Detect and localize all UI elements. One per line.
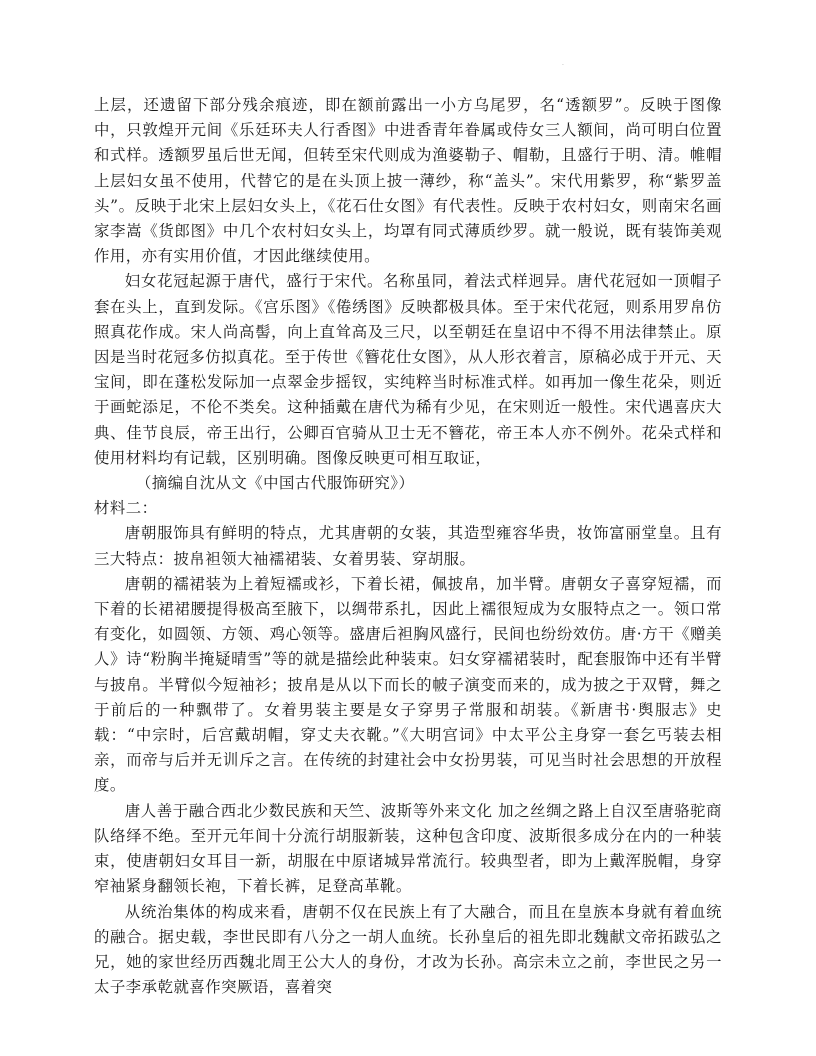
paragraph-veil: 上层，还遗留下部分残余痕迹，即在额前露出一小方乌尾罗，名“透额罗”。反映于图像中，只敦煌开元间《乐廷环夫人行香图》中进香青年眷属或侍女三人额间，尚可明白位置和式样。透额罗虽后世无闻，但转至宋代则成为渔婆勒子、帽勒，且盛行于明、清。帷帽上层妇女虽不使用，代替它的是在头顶上披一薄纱，称“盖头”。宋代用紫罗，称“紫罗盖头”。反映于北宋上层妇女头上，《花石仕女图》有代表性。反映于农村妇女，则南宋名画家李嵩《货郎图》中几个农村妇女头上，均罩有同式薄质纱罗。就一般说，既有装饰美观作用，亦有实用价值，才因此继续使用。 — [94, 96, 722, 266]
source-citation: （摘编自沈从文《中国古代服饰研究》） — [136, 474, 415, 493]
paragraph-ruqun: 唐朝的襦裙装为上着短襦或衫，下着长裙，佩披帛，加半臂。唐朝女子喜穿短襦，而下着的长裙裙腰提得极高至腋下，以绸带系扎，因此上襦很短成为女服特点之一。领口常有变化，如圆领、方领、鸡心领等。盛唐后袒胸风盛行，民间也纷纷效仿。唐·方干《赠美人》诗“粉胸半掩疑晴雪”等的就是描绘此种装束。妇女穿襦裙装时，配套服饰中还有半臂与披帛。半臂似今短袖衫；披帛是从以下而长的帔子演变而来的，成为披之于双臂，舞之于前后的一种飘带了。女着男装主要是女子穿男子常服和胡装。《新唐书·舆服志》史载：“中宗时，后宫戴胡帽，穿丈夫衣靴。”《大明宫词》中太平公主身穿一套乞丐装去相亲，而帝与后并无训斥之言。在传统的封建社会中女扮男装，可见当时社会思想的开放程度。 — [94, 574, 722, 795]
paragraph-flower-crown: 妇女花冠起源于唐代，盛行于宋代。名称虽同，着法式样迥异。唐代花冠如一顶帽子套在头上，直到发际。《宫乐图》《倦绣图》反映都极具体。至于宋代花冠，则系用罗帛仿照真花作成。宋人尚高髻，向上直耸高及三尺，以至朝廷在皇诏中不得不用法律禁止。原因是当时花冠多仿拟真花。至于传世《簪花仕女图》，从人形衣着言，原稿必成于开元、天宝间，即在蓬松发际加一点翠金步摇钗，实纯粹当时标准式样。如再加一像生花朵，则近于画蛇添足，不伦不类矣。这种插戴在唐代为稀有少见，在宋则近一般性。宋代遇喜庆大典、佳节良辰，帝王出行，公卿百官骑从卫士无不簪花，帝王本人亦不例外。花朵式样和使用材料均有记载，区别明确。图像反映更可相互取证， — [94, 272, 722, 467]
paragraph-hufu: 唐人善于融合西北少数民族和天竺、波斯等外来文化 加之丝绸之路上自汉至唐骆驼商队络绎不绝。至开元年间十分流行胡服新装，这种包含印度、波斯很多成分在内的一种装束，使唐朝妇女耳目一新，胡服在中原诸城异常流行。较典型者，即为上戴浑脱帽，身穿窄袖紧身翻领长袍，下着长裤，足登高革靴。 — [94, 801, 722, 896]
paragraph-ruling-group: 从统治集体的构成来看，唐朝不仅在民族上有了大融合，而且在皇族本身就有着血统的融合。据史载，李世民即有八分之一胡人血统。长孙皇后的祖先即北魏献文帝拓跋弘之兄，她的家世经历西魏北周王公大人的身份，才改为长孙。高宗未立之前，李世民之另一太子李承乾就喜作突厥语，喜着突 — [94, 902, 722, 997]
header-mark: . — [562, 60, 564, 67]
paragraph-tang-features: 唐朝服饰具有鲜明的特点，尤其唐朝的女装，其造型雍容华贵，妆饰富丽堂皇。且有三大特点：披帛袒领大袖襦裙装、女着男装、穿胡服。 — [94, 524, 722, 568]
section-title-material-2: 材料二： — [94, 499, 158, 518]
article-body — [94, 93, 722, 1000]
